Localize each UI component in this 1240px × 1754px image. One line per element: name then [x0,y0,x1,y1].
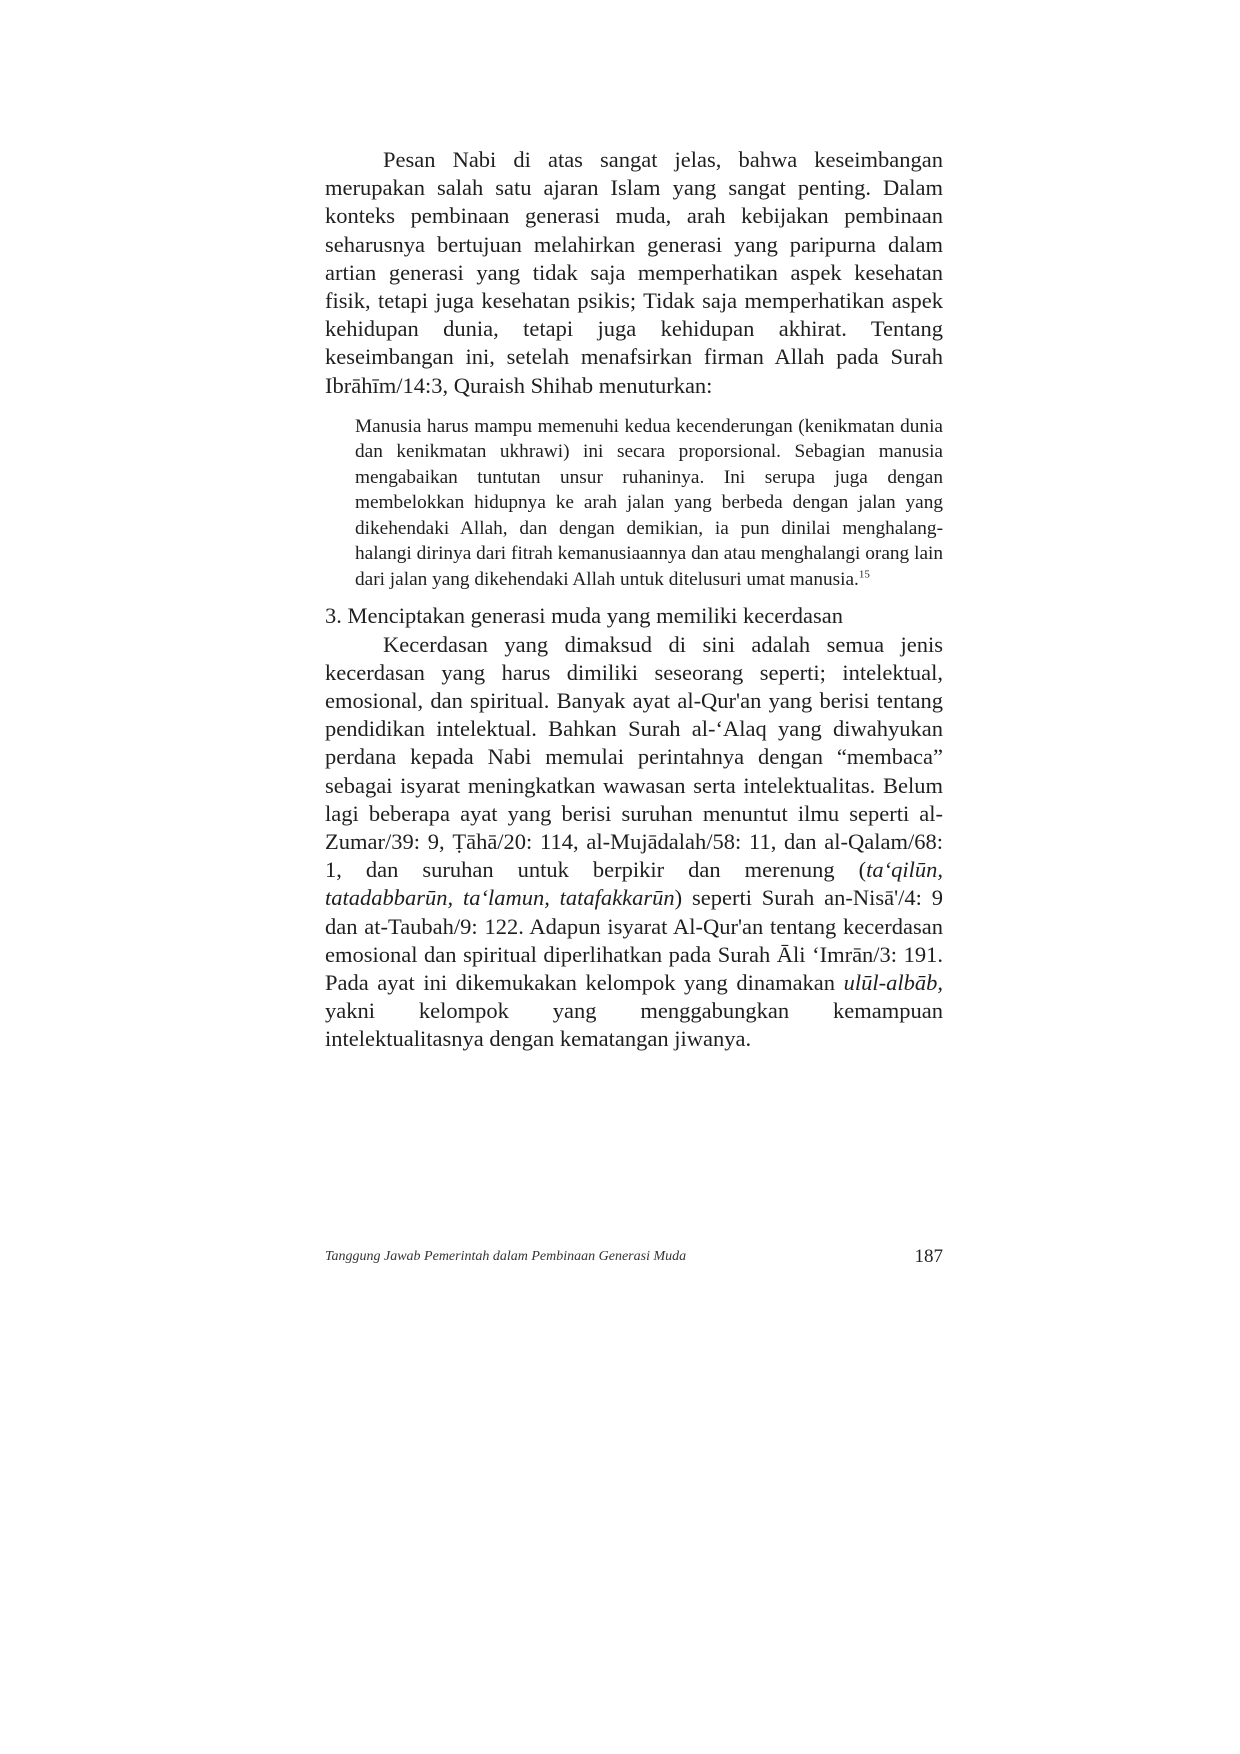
italic-ulul-albab: ulūl-albāb, [843,969,943,995]
page-body [325,146,943,1054]
paragraph-kecerdasan-text-3: yakni kelompok yang menggabungkan kemampuan intelektualitasnya dengan kematangan jiwanya. [325,998,943,1052]
paragraph-kecerdasan-text-2: ) seperti Surah an-Nisā'/4: 9 dan at-Taubah/9: 122. Adapun isyarat Al-Qur'an tentang kecerdasan emosional dan spiritual diperlihatkan pada Surah Āli ‘Imrān/3: 191. Pada ayat ini dikemukakan kelompok yang dinamakan [325,885,943,995]
quote-text: Manusia harus mampu memenuhi kedua kecenderungan (kenikmatan dunia dan kenikmatan ukhrawi) ini secara proporsional. Sebagian manusia mengabaikan tuntutan unsur ruhaninya. Ini serupa juga dengan membelokkan hidupnya ke arah jalan yang berbeda dengan jalan yang dikehendaki Allah, dan dengan demikian, ia pun dinilai menghalang-halangi dirinya dari fitrah kemanusiaannya dan atau menghalangi orang lain dari jalan yang dikehendaki Allah untuk ditelusuri umat manusia. [355,415,943,590]
page-footer [325,1246,943,1272]
block-quote-quraish-shihab [355,414,943,593]
paragraph-kecerdasan-text-1: Kecerdasan yang dimaksud di sini adalah semua jenis kecerdasan yang harus dimiliki seseorang seperti; intelektual, emosional, dan spiritual. Banyak ayat al-Qur'an yang berisi tentang pendidikan intelektual. Bahkan Surah al-‘Alaq yang diwahyukan perdana kepada Nabi memulai perintahnya dengan “membaca” sebagai isyarat meningkatkan wawasan serta intelektualitas. Belum lagi beberapa ayat yang berisi suruhan menuntut ilmu seperti al-Zumar/39: 9, Ṭāhā/20: 114, al-Mujādalah/58: 11, dan al-Qalam/68: 1, dan suruhan untuk berpikir dan merenung ( [325,631,943,883]
running-title: Tanggung Jawab Pemerintah dalam Pembinaan Generasi Muda [325,1249,687,1264]
italic-terms: ta‘qilūn, tatadabbarūn, ta‘lamun, tatafakkarūn [325,857,943,911]
paragraph-keseimbangan: Pesan Nabi di atas sangat jelas, bahwa keseimbangan merupakan salah satu ajaran Islam yang sangat penting. Dalam konteks pembinaan generasi muda, arah kebijakan pembinaan seharusnya bertujuan melahirkan generasi yang paripurna dalam artian generasi yang tidak saja memperhatikan aspek kesehatan fisik, tetapi juga kesehatan psikis; Tidak saja memperhatikan aspek kehidupan dunia, tetapi juga kehidupan akhirat. Tentang keseimbangan ini, setelah menafsirkan firman Allah pada Surah Ibrāhīm/14:3, Quraish Shihab menuturkan: [325,147,943,398]
paragraph-kecerdasan [325,631,943,1054]
section-heading-kecerdasan: 3. Menciptakan generasi muda yang memiliki kecerdasan [325,603,843,629]
page-number: 187 [914,1246,943,1267]
footnote-marker[interactable]: 15 [858,568,870,581]
